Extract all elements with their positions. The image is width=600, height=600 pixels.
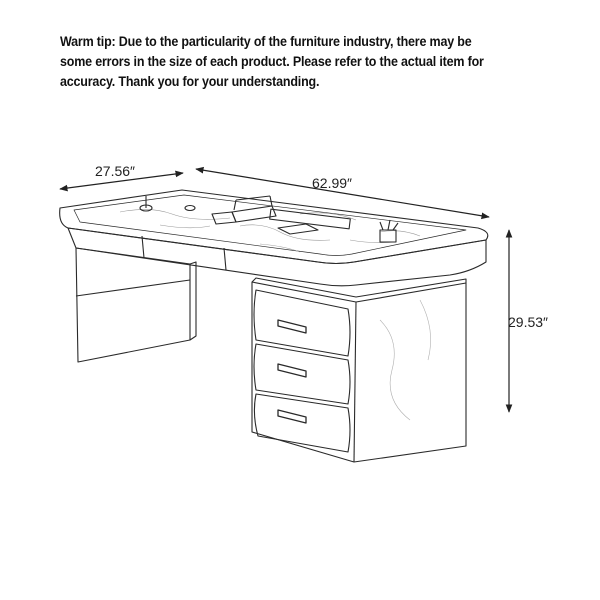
cup-icon — [185, 206, 195, 211]
desk-left-leg — [76, 248, 190, 362]
skirt-seam-1 — [142, 236, 144, 258]
cabinet-side-veins — [380, 300, 431, 420]
desk-front-skirt — [68, 228, 486, 286]
drawer-2-handle — [278, 364, 306, 377]
warm-tip-line-3: accuracy. Thank you for your understanding. — [60, 74, 320, 90]
warm-tip-line-1: Warm tip: Due to the particularity of the furniture industry, there may be — [60, 34, 472, 50]
drawer-3-handle — [278, 410, 306, 423]
dimension-height — [508, 230, 548, 412]
desk-top-surface — [60, 190, 488, 264]
depth-label: 27.56″ — [95, 163, 135, 179]
notepad-icon — [278, 224, 318, 234]
dimension-width — [196, 169, 489, 217]
width-label: 62.99″ — [312, 175, 352, 191]
pedestal-top-trim — [252, 278, 466, 297]
laptop-icon — [212, 196, 276, 224]
warm-tip-line-2: some errors in the size of each product. Please refer to the actual item for — [60, 54, 484, 70]
drawer-1-handle — [278, 320, 306, 333]
dimension-depth — [60, 163, 183, 189]
height-label: 29.53″ — [508, 314, 548, 330]
left-leg-panel-line — [76, 280, 190, 296]
left-leg-edge — [190, 262, 196, 340]
drawer-3 — [254, 394, 350, 452]
skirt-seam-2 — [224, 248, 226, 270]
drawer-2 — [254, 344, 350, 404]
drawer-handles — [278, 320, 306, 423]
pedestal-corner-edge — [354, 302, 356, 462]
desk-illustration — [60, 190, 488, 462]
